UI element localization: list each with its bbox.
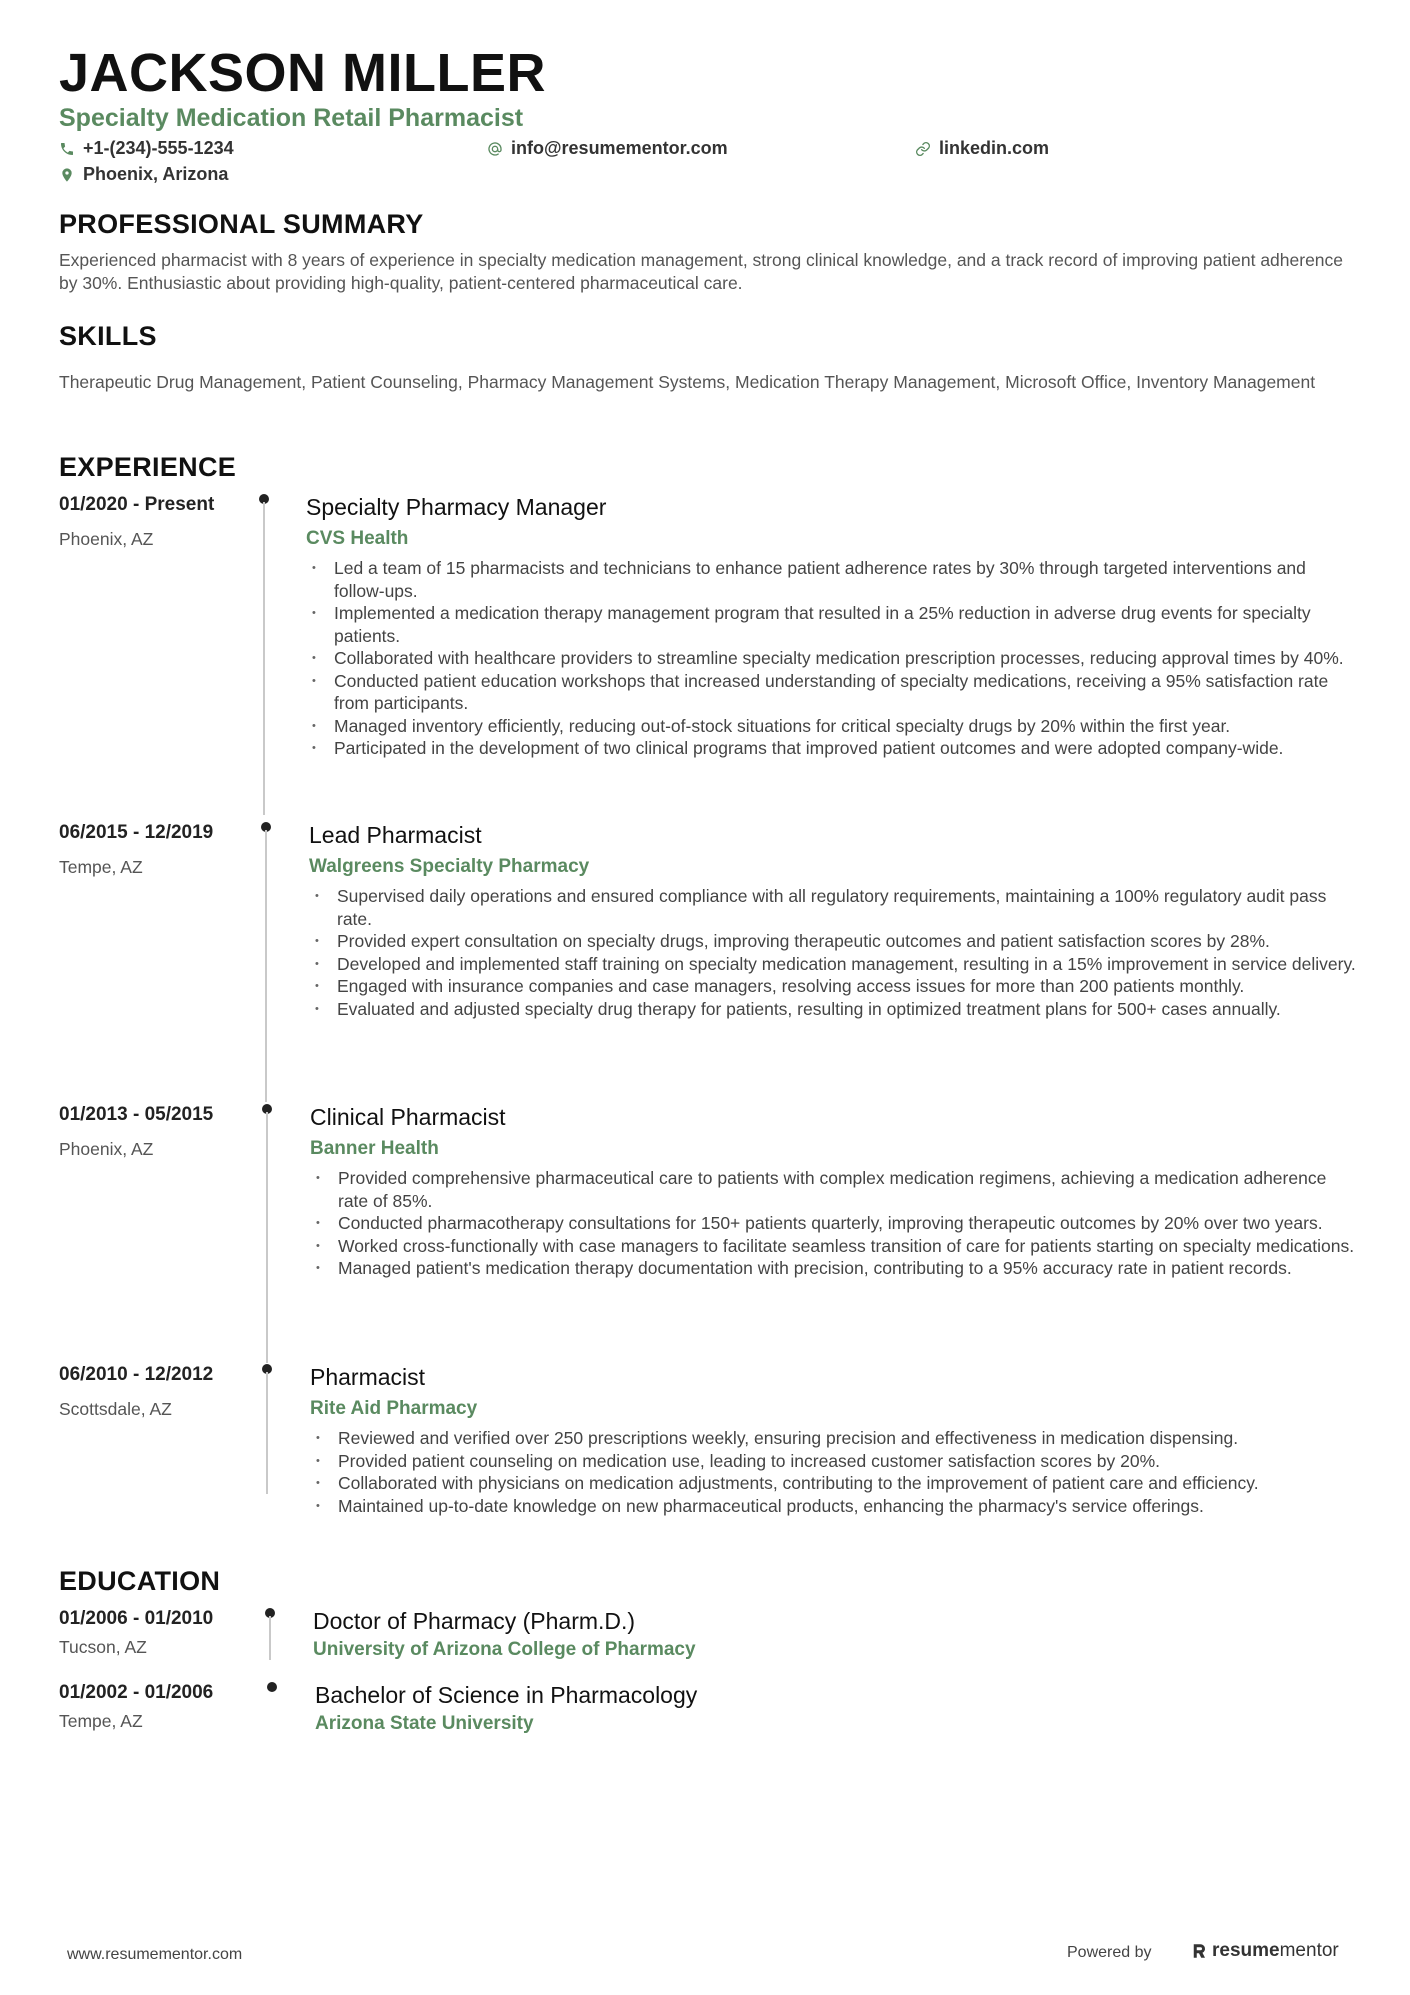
- job-bullet: • Managed inventory efficiently, reducing out-of-stock situations for critical specialty drugs by 20% within the first year.: [306, 715, 1356, 738]
- phone-text: +1-(234)-555-1234: [83, 138, 234, 158]
- location-text: Phoenix, Arizona: [83, 164, 229, 184]
- summary-text: Experienced pharmacist with 8 years of experience in specialty medication management, strong clinical knowledge, and a track record of improving patient adherence by 30%. Enthusiastic about providing high-quality, patient-centered pharmaceutical care.: [59, 250, 1344, 293]
- resumementor-logo[interactable]: [1190, 1940, 1339, 1962]
- job-dates: 01/2020 - Present: [59, 494, 215, 515]
- job-bullets: [306, 557, 1356, 760]
- phone-icon: [59, 141, 75, 157]
- logo-text-strong: resume: [1212, 1940, 1280, 1961]
- at-sign-icon: [487, 141, 503, 157]
- job-bullet: • Provided patient counseling on medication use, leading to increased customer satisfaction scores by 20%.: [310, 1450, 1360, 1473]
- job-bullet: • Evaluated and adjusted specialty drug therapy for patients, resulting in optimized treatment plans for 500+ cases annually.: [309, 998, 1359, 1021]
- job-bullets: [310, 1427, 1360, 1517]
- job-role: Pharmacist: [310, 1364, 426, 1390]
- summary-heading: PROFESSIONAL SUMMARY: [59, 209, 424, 239]
- contact-email[interactable]: [487, 138, 728, 159]
- job-dates: 06/2015 - 12/2019: [59, 822, 214, 843]
- edu-degree: Bachelor of Science in Pharmacology: [315, 1682, 698, 1708]
- edu-dates: 01/2006 - 01/2010: [59, 1608, 214, 1629]
- contact-location: [59, 164, 228, 185]
- job-company: Walgreens Specialty Pharmacy: [309, 856, 590, 877]
- job-company: Banner Health: [310, 1138, 439, 1159]
- job-bullet: • Conducted pharmacotherapy consultations for 150+ patients quarterly, improving therapeutic outcomes by 20% over two years.: [310, 1212, 1360, 1235]
- job-dates: 06/2010 - 12/2012: [59, 1364, 214, 1385]
- job-bullet: • Provided comprehensive pharmaceutical care to patients with complex medication regimens, achieving a medication adherence rate of 85%.: [310, 1167, 1360, 1212]
- email-text: info@resumementor.com: [511, 138, 728, 158]
- edu-school: Arizona State University: [315, 1713, 534, 1734]
- job-bullet: • Conducted patient education workshops that increased understanding of specialty medications, receiving a 95% satisfaction rate from participants.: [306, 670, 1356, 715]
- skills-heading: SKILLS: [59, 321, 157, 351]
- candidate-name: JACKSON MILLER: [59, 43, 547, 103]
- timeline-line: [265, 830, 267, 1102]
- job-bullet: • Engaged with insurance companies and case managers, resolving access issues for more than 200 patients monthly.: [309, 975, 1359, 998]
- job-location: Phoenix, AZ: [59, 529, 154, 549]
- timeline-line: [269, 1616, 271, 1660]
- contact-linkedin[interactable]: [915, 138, 1049, 159]
- job-company: CVS Health: [306, 528, 409, 549]
- job-location: Phoenix, AZ: [59, 1139, 154, 1159]
- job-location: Scottsdale, AZ: [59, 1399, 172, 1419]
- education-heading: EDUCATION: [59, 1566, 221, 1596]
- job-bullet: • Provided expert consultation on specialty drugs, improving therapeutic outcomes and patient satisfaction scores by 28%.: [309, 930, 1359, 953]
- job-bullet: • Managed patient's medication therapy documentation with precision, contributing to a 95% accuracy rate in patient records.: [310, 1257, 1360, 1280]
- job-dates: 01/2013 - 05/2015: [59, 1104, 214, 1125]
- edu-dates: 01/2002 - 01/2006: [59, 1682, 214, 1703]
- footer-website[interactable]: www.resumementor.com: [67, 1946, 243, 1963]
- timeline-line: [266, 1372, 268, 1494]
- linkedin-text: linkedin.com: [939, 138, 1050, 158]
- job-bullet: • Led a team of 15 pharmacists and technicians to enhance patient adherence rates by 30% through targeted interventions and follow-ups.: [306, 557, 1356, 602]
- link-icon: [915, 141, 931, 157]
- job-bullet: • Collaborated with healthcare providers to streamline specialty medication prescription processes, reducing approval times by 40%.: [306, 647, 1356, 670]
- experience-heading: EXPERIENCE: [59, 452, 237, 482]
- job-bullet: • Collaborated with physicians on medication adjustments, contributing to the improvement of patient care and efficiency.: [310, 1472, 1360, 1495]
- edu-school: University of Arizona College of Pharmacy: [313, 1639, 696, 1660]
- job-role: Lead Pharmacist: [309, 822, 482, 848]
- job-bullet: • Implemented a medication therapy management program that resulted in a 25% reduction in adverse drug events for specialty patients.: [306, 602, 1356, 647]
- edu-location: Tucson, AZ: [59, 1637, 147, 1657]
- skills-text: Therapeutic Drug Management, Patient Counseling, Pharmacy Management Systems, Medication Therapy Management, Microsoft Office, Inventory Management: [59, 372, 1316, 392]
- job-bullet: • Developed and implemented staff training on specialty medication management, resulting in a 15% improvement in service delivery.: [309, 953, 1359, 976]
- timeline-line: [266, 1112, 268, 1363]
- job-company: Rite Aid Pharmacy: [310, 1398, 478, 1419]
- job-bullet: • Supervised daily operations and ensured compliance with all regulatory requirements, maintaining a 100% regulatory audit pass rate.: [309, 885, 1359, 930]
- edu-location: Tempe, AZ: [59, 1711, 143, 1731]
- job-role: Clinical Pharmacist: [310, 1104, 506, 1130]
- resumementor-logo-icon: [1190, 1941, 1208, 1961]
- candidate-title: Specialty Medication Retail Pharmacist: [59, 104, 524, 132]
- timeline-dot: [267, 1682, 277, 1692]
- edu-degree: Doctor of Pharmacy (Pharm.D.): [313, 1608, 636, 1634]
- job-role: Specialty Pharmacy Manager: [306, 494, 607, 520]
- job-bullet: • Reviewed and verified over 250 prescriptions weekly, ensuring precision and effectiveness in medication dispensing.: [310, 1427, 1360, 1450]
- logo-text-light: mentor: [1279, 1940, 1339, 1961]
- job-bullets: [309, 885, 1359, 1020]
- job-location: Tempe, AZ: [59, 857, 143, 877]
- contact-phone: [59, 138, 234, 159]
- job-bullet: • Maintained up-to-date knowledge on new pharmaceutical products, enhancing the pharmacy's service offerings.: [310, 1495, 1360, 1518]
- job-bullets: [310, 1167, 1360, 1280]
- job-bullet: • Participated in the development of two clinical programs that improved patient outcomes and were adopted company-wide.: [306, 737, 1356, 760]
- footer-powered-by: Powered by: [1067, 1944, 1152, 1961]
- job-bullet: • Worked cross-functionally with case managers to facilitate seamless transition of care for patients starting on specialty medications.: [310, 1235, 1360, 1258]
- timeline-line: [263, 502, 265, 815]
- location-pin-icon: [59, 167, 75, 183]
